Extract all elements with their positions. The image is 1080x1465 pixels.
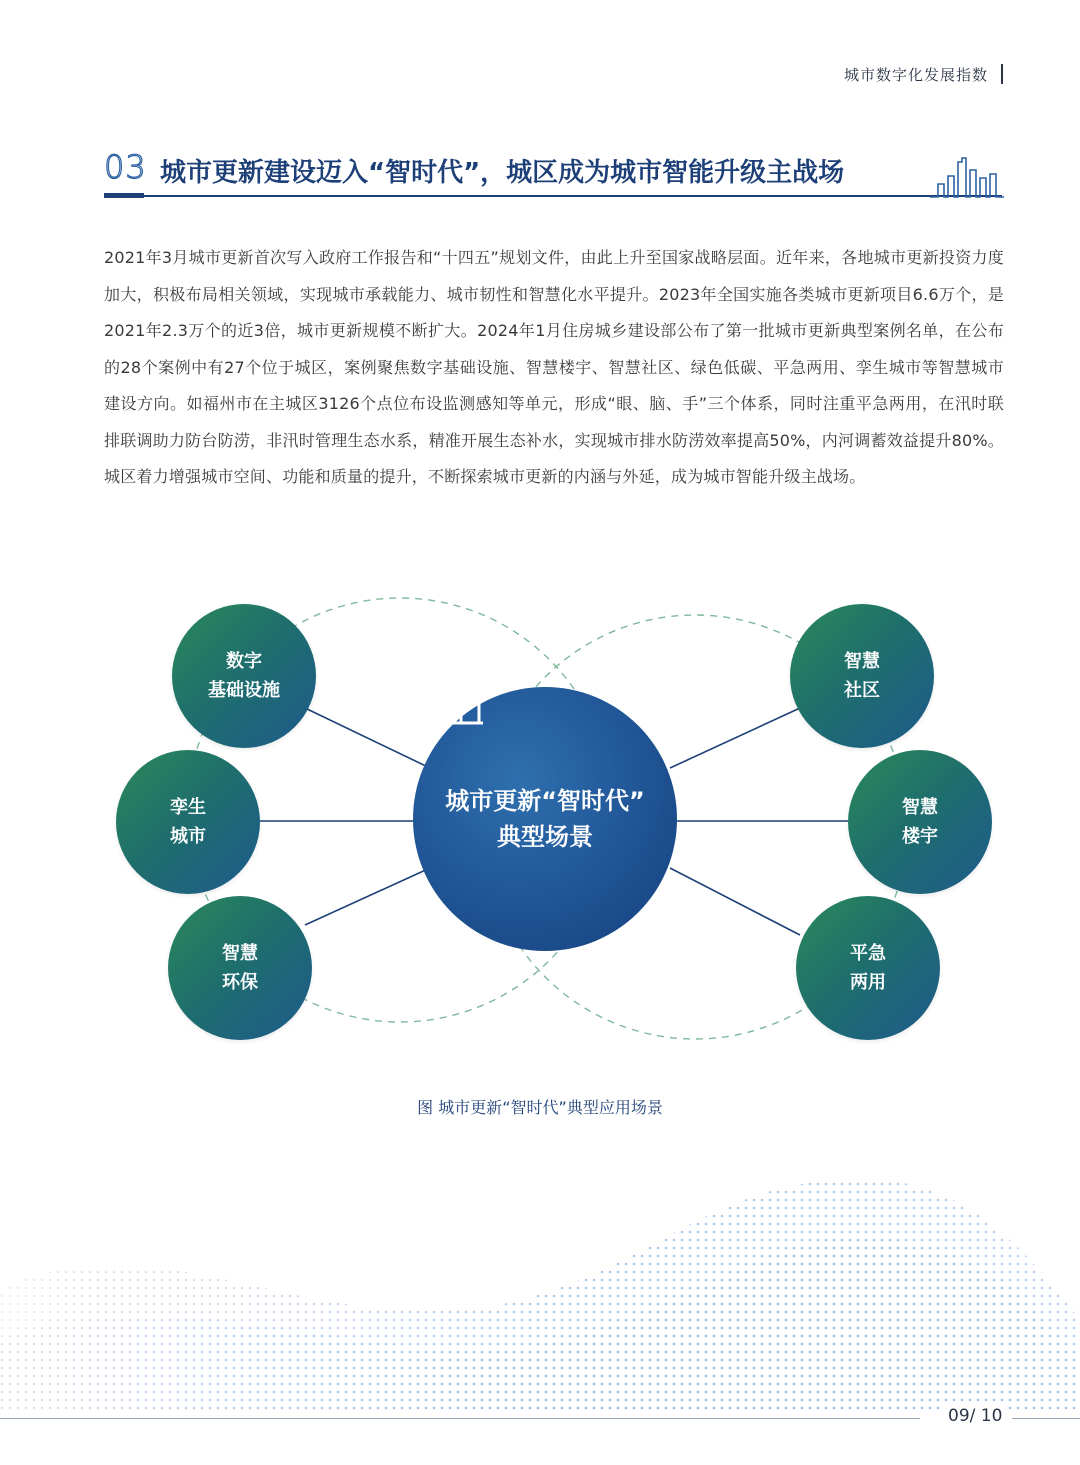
node-label-line2: 楼宇 (902, 826, 938, 847)
dotted-wave-decoration (0, 1150, 1080, 1410)
footer-divider-right (1012, 1418, 1080, 1419)
node-label-line2: 城市 (170, 826, 206, 847)
center-title: 城市更新“智时代” (445, 787, 645, 815)
node-twin-city (116, 750, 260, 894)
title-underline-accent (104, 193, 144, 198)
figure-caption: 图 城市更新“智时代”典型应用场景 (417, 1098, 663, 1117)
center-subtitle: 典型场景 (497, 823, 593, 851)
title-underline (104, 195, 1002, 197)
page-number: 09/ 10 (944, 1406, 1006, 1426)
node-label-line2: 两用 (850, 972, 886, 993)
node-digital-infrastructure (172, 604, 316, 748)
node-label-line2: 基础设施 (208, 680, 280, 701)
node-label-line2: 环保 (222, 972, 258, 993)
node-smart-community (790, 604, 934, 748)
node-label-line1: 平急 (850, 943, 886, 964)
header-title: 城市数字化发展指数 (843, 66, 988, 84)
node-label-line2: 社区 (844, 680, 880, 701)
building-icon (413, 671, 483, 725)
center-node (413, 687, 677, 951)
footer-divider (0, 1418, 920, 1419)
scenario-diagram (100, 590, 1000, 1070)
node-label-line1: 智慧 (902, 797, 938, 818)
node-label-line1: 孪生 (170, 797, 206, 818)
node-smart-environment (168, 896, 312, 1040)
skyline-icon (930, 156, 1004, 198)
node-label-line1: 数字 (226, 651, 262, 672)
header-divider (1001, 64, 1003, 84)
node-label-line1: 智慧 (222, 943, 258, 964)
section-title: 城市更新建设迈入“智时代”，城区成为城市智能升级主战场 (160, 158, 845, 188)
connector-dual-use (670, 868, 800, 935)
node-label-line1: 智慧 (844, 651, 880, 672)
node-smart-building (848, 750, 992, 894)
connector-digital-infra (305, 708, 430, 768)
connector-smart-env (305, 868, 430, 925)
connector-smart-community (670, 708, 800, 768)
section-number: 03 (104, 148, 147, 186)
node-dual-use (796, 896, 940, 1040)
body-paragraph: 2021年3月城市更新首次写入政府工作报告和“十四五”规划文件，由此上升至国家战略层面。近年来，各地城市更新投资力度加大，积极布局相关领域，实现城市承载能力、城市韧性和智慧化水平提升。2023年全国实施各类城市更新项目6.6万个，是2021年2.3万个的近3倍，城市更新规模不断扩大。2024年1月住房城乡建设部公布了第一批城市更新典型案例名单，在公布的28个案例中有27个位于城区，案例聚焦数字基础设施、智慧楼宇、智慧社区、绿色低碳、平急两用、孪生城市等智慧城市建设方向。如福州市在主城区3126个点位布设监测感知等单元，形成“眼、脑、手”三个体系，同时注重平急两用，在汛时联排联调助力防台防涝，非汛时管理生态水系，精准开展生态补水，实现城市排水防涝效率提高50%，内河调蓄效益提升80%。城区着力增强城市空间、功能和质量的提升，不断探索城市更新的内涵与外延，成为城市智能升级主战场。 (104, 248, 1004, 486)
